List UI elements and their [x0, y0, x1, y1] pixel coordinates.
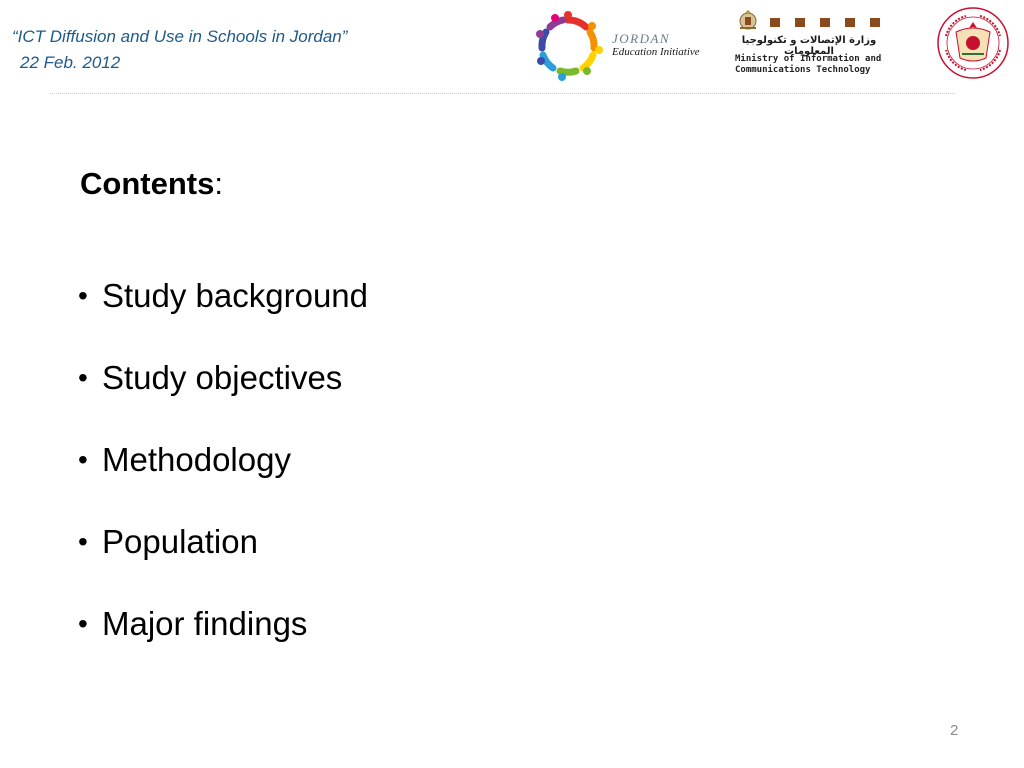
list-item — [78, 522, 368, 604]
jei-name: JORDAN — [612, 31, 671, 46]
list-item — [78, 358, 368, 440]
header-divider — [50, 93, 955, 94]
jordan-coat-of-arms-icon — [936, 6, 1010, 80]
ministry-of-education-emblem — [936, 6, 1010, 80]
list-item — [78, 604, 368, 686]
moict-english-line2: Communications Technology — [735, 65, 871, 75]
contents-heading-label: Contents — [80, 166, 215, 201]
moict-english-name — [735, 54, 881, 76]
moict-decorative-squares — [770, 18, 880, 27]
page-number: 2 — [950, 722, 959, 739]
list-item-label: Study objectives — [102, 359, 343, 396]
bullet-icon: • — [78, 444, 88, 475]
header-date: 22 Feb. 2012 — [20, 53, 121, 72]
bullet-icon: • — [78, 608, 88, 639]
moict-arabic-name: وزارة الإتصالات و تكنولوجيا المعلومات — [741, 35, 877, 57]
jei-subtitle: Education Initiative — [612, 46, 700, 58]
jordan-education-initiative-logo — [530, 8, 720, 84]
moict-logo — [732, 6, 892, 80]
list-item-label: Population — [102, 523, 258, 560]
contents-list — [78, 276, 368, 686]
jordan-crest-icon — [736, 8, 760, 32]
bullet-icon: • — [78, 362, 88, 393]
bullet-icon: • — [78, 280, 88, 311]
list-item-label: Major findings — [102, 605, 308, 642]
contents-heading — [80, 166, 223, 202]
list-item — [78, 276, 368, 358]
list-item-label: Methodology — [102, 441, 291, 478]
jei-pinwheel-icon — [530, 8, 606, 84]
bullet-icon: • — [78, 526, 88, 557]
list-item — [78, 440, 368, 522]
list-item-label: Study background — [102, 277, 369, 314]
contents-heading-colon: : — [214, 166, 223, 201]
moict-english-line1: Ministry of Information and — [735, 54, 882, 64]
header-title: “ICT Diffusion and Use in Schools in Jordan” — [12, 27, 348, 46]
slide-header — [12, 24, 347, 76]
